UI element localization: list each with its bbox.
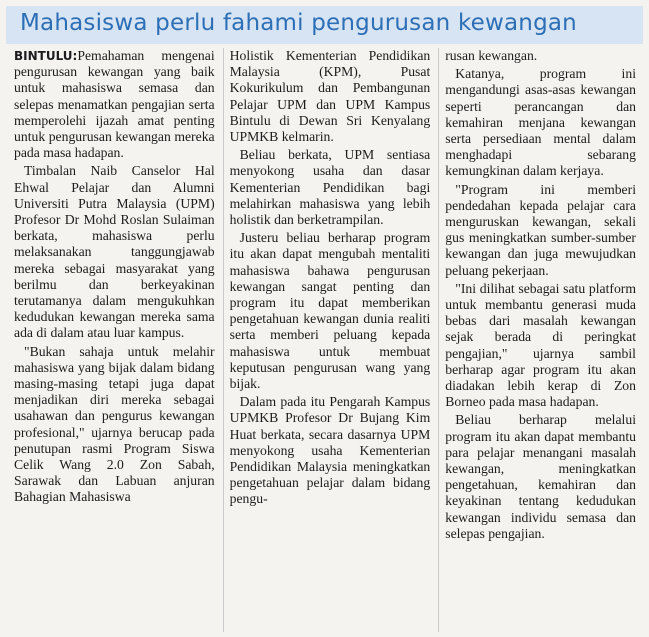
column-1 (14, 48, 215, 632)
article-body (14, 48, 636, 632)
paragraph: Katanya, program ini mengandungi asas-asas kewangan seperti perancangan dan kemahiran menjana kewangan serta persediaan mental dalam menghadapi sebarang kemungkinan dalam kerjaya. (445, 66, 636, 179)
dateline: BINTULU: (14, 49, 78, 63)
column-2 (223, 48, 431, 632)
paragraph: Justeru beliau berharap program itu akan dapat mengubah mentaliti mahasiswa bahawa pengurusan kewangan sangat penting dan program itu dapat memberikan pengetahuan kewangan dunia realiti serta memberi peluang kepada mahasiswa untuk membuat keputusan pengurusan wang yang bijak. (229, 230, 431, 392)
paragraph: Holistik Kementerian Pendidikan Malaysia (KPM), Pusat Kokurikulum dan Pembangunan Pelajar UPM dan UPM Kampus Bintulu di Dewan Sri Kenyalang UPMKB kelmarin. (229, 48, 431, 145)
column-3 (438, 48, 636, 632)
paragraph: Beliau berharap melalui program itu akan dapat membantu para pelajar menangani masalah kewangan, meningkatkan pengetahuan, kemahiran dan keyakinan tentang kedudukan kewangan individu semasa dan selepas pengajian. (445, 412, 636, 541)
paragraph: Timbalan Naib Canselor Hal Ehwal Pelajar dan Alumni Universiti Putra Malaysia (UPM) Profesor Dr Mohd Roslan Sulaiman berkata, mahasiswa perlu melaksanakan tanggungjawab mereka sebagai masyarakat yang berilmu dan berkeyakinan terutamanya dalam mengukuhkan kedudukan kewangan mereka sama ada di dalam atau luar kampus. (14, 163, 215, 341)
paragraph (14, 48, 215, 161)
paragraph-text: Pemahaman mengenai pengurusan kewangan yang baik untuk mahasiswa semasa dan selepas menamatkan pengajian serta memperolehi ijazah amat penting untuk pengurusan kewangan mereka pada masa hadapan. (14, 48, 215, 161)
headline-banner (6, 6, 643, 44)
paragraph: "Program ini memberi pendedahan kepada pelajar cara menguruskan kewangan, sekali gus meningkatkan sumber-sumber kewangan dan juga mewujudkan peluang pekerjaan. (445, 181, 636, 278)
paragraph: "Bukan sahaja untuk melahir mahasiswa yang bijak dalam bidang masing-masing tetapi juga dapat menjadikan diri mereka sebagai usahawan dan pengurus kewangan profesional," ujarnya berucap pada penutupan rasmi Program Siswa Celik Wang 2.0 Zon Sabah, Sarawak dan Labuan anjuran Bahagian Mahasiswa (14, 343, 215, 505)
headline: Mahasiswa perlu fahami pengurusan kewangan (20, 10, 577, 36)
paragraph: "Ini dilihat sebagai satu platform untuk membantu generasi muda bebas dari masalah kewangan sejak berada di peringkat pengajian," ujarnya sambil berharap agar program itu akan diadakan lebih kerap di Zon Borneo pada masa hadapan. (445, 280, 636, 410)
paragraph: Dalam pada itu Pengarah Kampus UPMKB Profesor Dr Bujang Kim Huat berkata, secara dasarnya UPM menyokong usaha Kementerian Pendidikan Malaysia meningkatkan pengetahuan pelajar dalam bidang pengu- (229, 394, 431, 507)
paragraph: rusan kewangan. (445, 48, 538, 63)
paragraph: Beliau berkata, UPM sentiasa menyokong usaha dan dasar Kementerian Pendidikan bagi melahirkan mahasiswa yang lebih holistik dan berketrampilan. (229, 147, 431, 228)
